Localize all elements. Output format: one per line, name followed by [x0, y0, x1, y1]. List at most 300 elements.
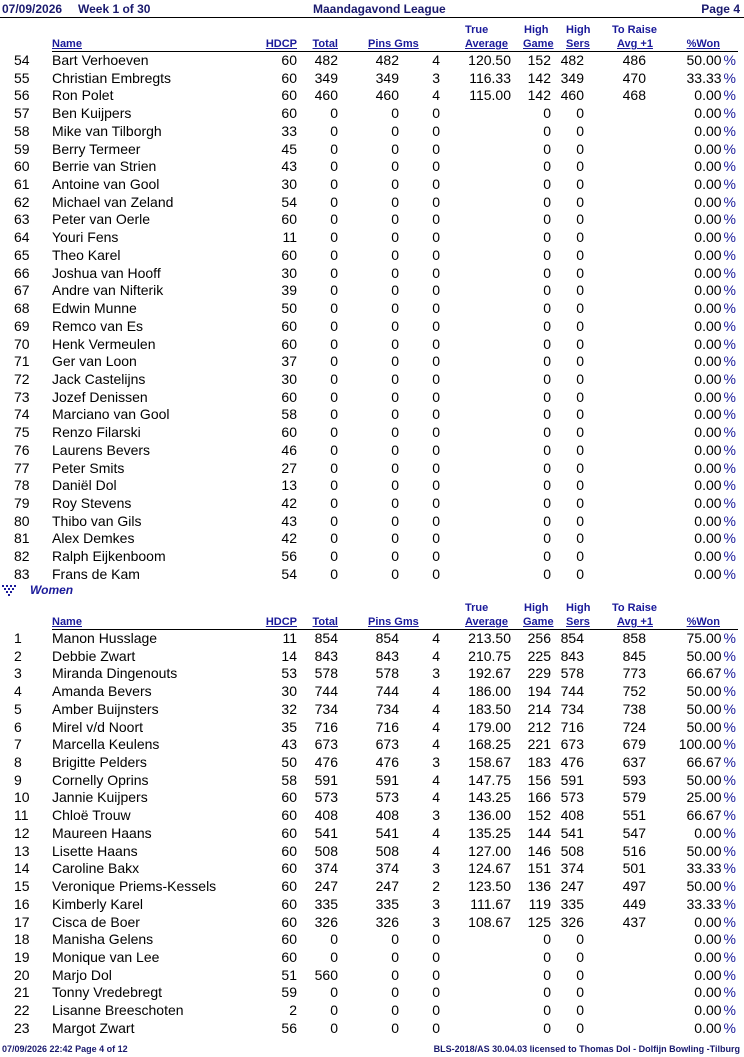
percent-sign: % [723, 771, 736, 788]
table-row [0, 966, 744, 984]
cell-name: Marcella Keulens [52, 736, 160, 753]
cell-gms: 0 [432, 264, 440, 281]
cell-avg: 124.67 [468, 860, 511, 877]
cell-total: 0 [330, 565, 338, 582]
cell-rank: 64 [14, 229, 30, 246]
cell-won [694, 477, 736, 493]
table-row [0, 51, 744, 69]
cell-hdcp: 11 [282, 229, 297, 246]
cell-hg: 0 [543, 335, 551, 352]
cell-hg: 0 [543, 1019, 551, 1036]
cell-raise: 679 [622, 736, 646, 753]
cell-won [694, 914, 736, 930]
header-week: Week 1 of 30 [78, 2, 151, 16]
percent-sign: % [723, 630, 736, 646]
percent-sign: % [723, 530, 736, 547]
cell-hdcp: 60 [281, 105, 297, 122]
cell-avg: 143.25 [468, 789, 511, 806]
cell-pins: 0 [391, 211, 399, 228]
percent-sign: % [723, 665, 736, 682]
cell-pins: 734 [375, 700, 399, 717]
won-value: 0.00 [694, 105, 722, 122]
cell-hdcp: 60 [281, 69, 297, 86]
percent-sign: % [723, 246, 736, 263]
cell-total: 0 [330, 459, 338, 476]
cell-hs: 0 [576, 264, 584, 281]
cell-pins: 0 [391, 931, 399, 948]
won-value: 0.00 [694, 512, 722, 529]
table-row [0, 753, 744, 771]
cell-pins: 0 [391, 122, 399, 139]
cell-gms: 0 [432, 193, 440, 210]
column-header-true-avg-2: Average [465, 38, 509, 50]
cell-hdcp: 54 [281, 193, 297, 210]
cell-raise: 579 [622, 789, 646, 806]
cell-won [694, 158, 736, 174]
cell-won [694, 949, 736, 965]
cell-hs: 0 [576, 477, 584, 494]
cell-pins: 673 [375, 736, 399, 753]
cell-total: 408 [314, 807, 338, 824]
cell-rank: 15 [14, 878, 30, 895]
cell-total: 541 [314, 824, 338, 841]
cell-total: 0 [330, 353, 338, 370]
cell-rank: 71 [14, 353, 30, 370]
cell-won [687, 878, 737, 894]
cell-total: 0 [330, 984, 338, 1001]
cell-raise: 858 [622, 630, 646, 646]
table-row [0, 682, 744, 700]
percent-sign: % [723, 736, 736, 753]
cell-won [694, 406, 736, 422]
cell-total: 0 [330, 1019, 338, 1036]
cell-won [694, 318, 736, 334]
cell-avg: 210.75 [468, 647, 511, 664]
cell-hs: 0 [576, 1002, 584, 1019]
won-value: 0.00 [694, 353, 722, 370]
percent-sign: % [723, 300, 736, 317]
table-row [0, 647, 744, 665]
cell-hdcp: 60 [281, 424, 297, 441]
cell-gms: 0 [432, 158, 440, 175]
cell-avg: 135.25 [468, 824, 511, 841]
cell-hs: 0 [576, 229, 584, 246]
cell-gms: 0 [432, 229, 440, 246]
cell-name: Debbie Zwart [52, 647, 136, 664]
cell-hdcp: 33 [281, 122, 297, 139]
cell-gms: 0 [432, 388, 440, 405]
cell-hs: 843 [560, 647, 584, 664]
cell-rank: 4 [14, 683, 22, 700]
column-header-true-avg-1: True [465, 602, 489, 614]
column-header-high-sers-1: High [566, 24, 591, 36]
cell-pins: 476 [375, 754, 399, 771]
column-header-hdcp: HDCP [265, 38, 297, 50]
cell-hg: 152 [527, 52, 551, 68]
cell-pins: 508 [375, 842, 399, 859]
cell-avg: 186.00 [468, 683, 511, 700]
cell-hdcp: 14 [281, 647, 297, 664]
cell-hg: 0 [543, 424, 551, 441]
cell-name: Jack Castelijns [52, 370, 146, 387]
cell-name: Peter van Oerle [52, 211, 151, 228]
table-row [0, 335, 744, 353]
cell-gms: 0 [432, 140, 440, 157]
won-value: 0.00 [694, 1019, 722, 1036]
cell-raise: 501 [622, 860, 646, 877]
cell-hs: 508 [560, 842, 584, 859]
cell-pins: 0 [391, 424, 399, 441]
cell-rank: 72 [14, 370, 30, 387]
cell-raise: 752 [622, 683, 646, 700]
cell-hg: 0 [543, 530, 551, 547]
cell-hs: 0 [576, 246, 584, 263]
cell-name: Theo Karel [52, 246, 121, 263]
cell-hs: 0 [576, 966, 584, 983]
cell-name: Youri Fens [52, 229, 119, 246]
cell-rank: 75 [14, 424, 30, 441]
table-row [0, 547, 744, 565]
cell-name: Miranda Dingenouts [52, 665, 178, 682]
table-row [0, 700, 744, 718]
cell-won [687, 754, 737, 770]
cell-hdcp: 60 [281, 842, 297, 859]
cell-pins: 335 [375, 895, 399, 912]
won-value: 0.00 [694, 122, 722, 139]
cell-name: Lisanne Breeschoten [52, 1002, 184, 1019]
cell-gms: 0 [432, 548, 440, 565]
cell-gms: 4 [432, 824, 440, 841]
cell-raise: 486 [622, 52, 646, 68]
cell-gms: 0 [432, 931, 440, 948]
cell-pins: 0 [391, 1002, 399, 1019]
table-row [0, 388, 744, 406]
cell-hs: 0 [576, 931, 584, 948]
cell-hs: 335 [560, 895, 584, 912]
cell-raise: 497 [622, 878, 646, 895]
cell-hg: 151 [527, 860, 551, 877]
column-header-high-sers-2: Sers [566, 616, 590, 628]
cell-rank: 9 [14, 771, 22, 788]
won-value: 0.00 [694, 406, 722, 423]
cell-hg: 0 [543, 984, 551, 1001]
cell-hs: 482 [560, 52, 584, 68]
cell-name: Jozef Denissen [52, 388, 148, 405]
cell-pins: 0 [391, 282, 399, 299]
cell-hdcp: 50 [281, 754, 297, 771]
cell-rank: 17 [14, 913, 30, 930]
cell-hg: 119 [528, 895, 551, 912]
percent-sign: % [723, 1002, 736, 1019]
percent-sign: % [723, 105, 736, 122]
cell-name: Michael van Zeland [52, 193, 174, 210]
cell-gms: 0 [432, 984, 440, 1001]
cell-pins: 591 [375, 771, 399, 788]
cell-total: 0 [330, 406, 338, 423]
cell-avg: 179.00 [468, 718, 511, 735]
cell-hdcp: 56 [281, 548, 297, 565]
cell-hs: 0 [576, 317, 584, 334]
table-row [0, 948, 744, 966]
cell-raise: 516 [622, 842, 646, 859]
cell-hg: 0 [543, 494, 551, 511]
cell-total: 744 [314, 683, 338, 700]
cell-hg: 142 [527, 87, 551, 104]
cell-pins: 716 [375, 718, 399, 735]
won-value: 50.00 [686, 718, 722, 735]
won-value: 0.00 [694, 984, 722, 1001]
cell-pins: 573 [375, 789, 399, 806]
cell-name: Brigitte Pelders [52, 754, 147, 771]
cell-rank: 55 [14, 69, 30, 86]
table-row [0, 441, 744, 459]
percent-sign: % [723, 282, 736, 299]
cell-pins: 0 [391, 406, 399, 423]
table-row [0, 930, 744, 948]
cell-won [694, 530, 736, 546]
cell-hg: 0 [543, 300, 551, 317]
cell-gms: 4 [432, 87, 440, 104]
percent-sign: % [723, 931, 736, 948]
cell-gms: 0 [432, 370, 440, 387]
cell-pins: 541 [375, 824, 399, 841]
cell-pins: 843 [375, 647, 399, 664]
cell-hdcp: 42 [281, 530, 297, 547]
cell-hs: 0 [576, 176, 584, 193]
cell-hdcp: 60 [281, 317, 297, 334]
cell-name: Berry Termeer [52, 140, 141, 157]
won-value: 50.00 [686, 683, 722, 700]
header-date: 07/09/2026 [2, 2, 63, 16]
cell-total: 0 [330, 477, 338, 494]
cell-hdcp: 60 [281, 878, 297, 895]
cell-gms: 0 [432, 1019, 440, 1036]
table-row [0, 718, 744, 736]
cell-hdcp: 30 [281, 176, 297, 193]
cell-pins: 349 [375, 69, 399, 86]
cell-raise: 547 [622, 824, 646, 841]
cell-name: Marjo Dol [52, 966, 112, 983]
cell-hdcp: 60 [281, 931, 297, 948]
cell-total: 591 [314, 771, 338, 788]
won-value: 66.67 [686, 754, 722, 771]
cell-rank: 65 [14, 246, 30, 263]
header-league: Maandagavond League [313, 2, 446, 16]
cell-raise: 468 [622, 87, 646, 104]
cell-total: 843 [314, 647, 338, 664]
cell-rank: 14 [14, 860, 30, 877]
percent-sign: % [723, 984, 736, 1001]
cell-name: Lisette Haans [52, 842, 138, 859]
cell-total: 335 [314, 895, 338, 912]
cell-hs: 460 [560, 87, 584, 104]
won-value: 50.00 [686, 52, 722, 68]
table-row [0, 157, 744, 175]
cell-avg: 120.50 [468, 52, 511, 68]
table-row [0, 246, 744, 264]
cell-total: 0 [330, 424, 338, 441]
cell-rank: 18 [14, 931, 30, 948]
cell-total: 0 [330, 282, 338, 299]
cell-hdcp: 60 [281, 211, 297, 228]
cell-rank: 22 [14, 1002, 30, 1019]
percent-sign: % [723, 406, 736, 423]
page-footer [0, 1043, 744, 1057]
cell-avg: 127.00 [468, 842, 511, 859]
cell-hg: 256 [527, 630, 551, 646]
table-row [0, 735, 744, 753]
cell-pins: 0 [391, 388, 399, 405]
cell-total: 0 [330, 211, 338, 228]
cell-rank: 8 [14, 754, 22, 771]
cell-hs: 476 [560, 754, 584, 771]
cell-hg: 0 [543, 158, 551, 175]
cell-gms: 4 [432, 630, 440, 646]
cell-hs: 0 [576, 105, 584, 122]
won-value: 0.00 [694, 913, 722, 930]
percent-sign: % [723, 264, 736, 281]
cell-hs: 0 [576, 370, 584, 387]
cell-hs: 591 [560, 771, 584, 788]
table-row [0, 140, 744, 158]
cell-hs: 0 [576, 122, 584, 139]
percent-sign: % [723, 424, 736, 441]
cell-hs: 0 [576, 1019, 584, 1036]
cell-rank: 21 [14, 984, 30, 1001]
table-row [0, 877, 744, 895]
percent-sign: % [723, 512, 736, 529]
column-header-to-raise-2: Avg +1 [617, 616, 653, 628]
cell-name: Amber Buijnsters [52, 700, 159, 717]
cell-hg: 0 [543, 282, 551, 299]
percent-sign: % [723, 140, 736, 157]
table-row [0, 824, 744, 842]
cell-hdcp: 60 [281, 789, 297, 806]
cell-hdcp: 43 [281, 158, 297, 175]
cell-gms: 0 [432, 353, 440, 370]
cell-won [694, 211, 736, 227]
won-value: 0.00 [694, 282, 722, 299]
cell-hs: 541 [560, 824, 584, 841]
cell-rank: 79 [14, 494, 30, 511]
cell-total: 0 [330, 317, 338, 334]
cell-name: Henk Vermeulen [52, 335, 156, 352]
cell-won [694, 300, 736, 316]
percent-sign: % [723, 878, 736, 895]
cell-rank: 16 [14, 895, 30, 912]
percent-sign: % [723, 122, 736, 139]
cell-hg: 0 [543, 246, 551, 263]
cell-name: Joshua van Hooff [52, 264, 161, 281]
cell-hdcp: 60 [281, 948, 297, 965]
won-value: 75.00 [686, 630, 722, 646]
cell-hs: 0 [576, 140, 584, 157]
cell-won [687, 683, 737, 699]
cell-won [687, 665, 737, 681]
won-value: 33.33 [686, 860, 722, 877]
table-row [0, 210, 744, 228]
table-row [0, 476, 744, 494]
cell-hs: 0 [576, 335, 584, 352]
cell-hs: 744 [560, 683, 584, 700]
cell-hdcp: 60 [281, 824, 297, 841]
cell-won [694, 442, 736, 458]
cell-won [694, 460, 736, 476]
cell-hdcp: 53 [281, 665, 297, 682]
cell-gms: 3 [432, 860, 440, 877]
cell-won [687, 860, 737, 876]
won-value: 0.00 [694, 140, 722, 157]
cell-won [694, 247, 736, 263]
table-row [0, 370, 744, 388]
cell-won [694, 984, 736, 1000]
cell-gms: 0 [432, 441, 440, 458]
cell-pins: 0 [391, 335, 399, 352]
cell-gms: 3 [432, 69, 440, 86]
won-value: 0.00 [694, 1002, 722, 1019]
cell-pins: 0 [391, 948, 399, 965]
won-value: 0.00 [694, 300, 722, 317]
men-column-headers [0, 19, 744, 53]
cell-avg: 108.67 [468, 913, 511, 930]
cell-raise: 773 [622, 665, 646, 682]
cell-hs: 0 [576, 388, 584, 405]
cell-hs: 247 [560, 878, 584, 895]
cell-pins: 0 [391, 370, 399, 387]
won-value: 0.00 [694, 176, 722, 193]
cell-pins: 0 [391, 477, 399, 494]
cell-won [687, 630, 737, 646]
cell-pins: 854 [375, 630, 399, 646]
cell-hs: 0 [576, 300, 584, 317]
cell-hs: 0 [576, 282, 584, 299]
cell-hg: 0 [543, 229, 551, 246]
cell-avg: 213.50 [468, 630, 511, 646]
cell-rank: 1 [14, 630, 22, 646]
cell-hs: 673 [560, 736, 584, 753]
column-header-name: Name [52, 616, 82, 628]
cell-gms: 0 [432, 948, 440, 965]
cell-won [694, 282, 736, 298]
cell-rank: 83 [14, 565, 30, 582]
table-row [0, 405, 744, 423]
cell-name: Caroline Bakx [52, 860, 140, 877]
cell-rank: 67 [14, 282, 30, 299]
cell-won [694, 265, 736, 281]
cell-hs: 0 [576, 494, 584, 511]
column-header-to-raise-1: To Raise [612, 602, 658, 614]
cell-hg: 125 [527, 913, 551, 930]
footer-left: 07/09/2026 22:42 Page 4 of 12 [2, 1044, 128, 1054]
cell-rank: 77 [14, 459, 30, 476]
cell-gms: 4 [432, 736, 440, 753]
table-row [0, 264, 744, 282]
cell-won [694, 513, 736, 529]
won-value: 50.00 [686, 842, 722, 859]
cell-rank: 69 [14, 317, 30, 334]
cell-hdcp: 56 [281, 1019, 297, 1036]
cell-total: 0 [330, 441, 338, 458]
won-value: 50.00 [686, 771, 722, 788]
cell-hg: 0 [543, 317, 551, 334]
cell-gms: 0 [432, 530, 440, 547]
column-header-total: Total [312, 616, 338, 628]
cell-avg: 116.33 [469, 69, 511, 86]
cell-rank: 20 [14, 966, 30, 983]
cell-won [694, 87, 736, 103]
cell-avg: 123.50 [468, 878, 511, 895]
cell-pins: 0 [391, 1019, 399, 1036]
